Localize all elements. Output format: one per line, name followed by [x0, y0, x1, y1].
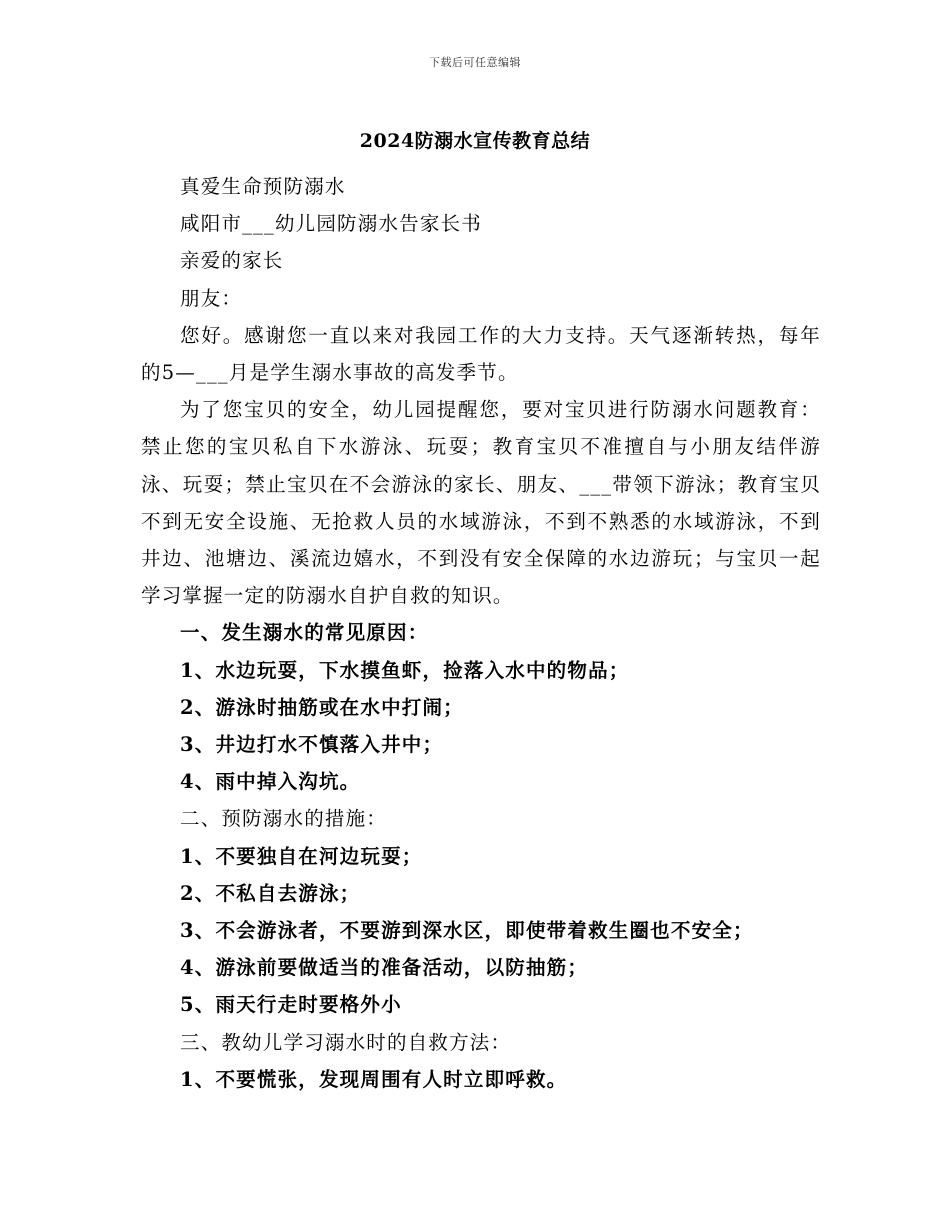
section-heading-causes: 一、发生溺水的常见原因： — [180, 621, 429, 645]
paragraph-salutation-cont: 朋友： — [180, 286, 243, 310]
page-header-note: 下载后可任意编辑 — [429, 56, 521, 69]
document-body — [141, 168, 821, 1098]
list-item-measure-5: 5、雨天行走时要格外小 — [180, 993, 402, 1017]
document-title: 2024防溺水宣传教育总结 — [359, 130, 591, 152]
list-item-measure-2: 2、不私自去游泳； — [180, 881, 361, 905]
list-item-measure-4: 4、游泳前要做适当的准备活动，以防抽筋； — [180, 956, 589, 980]
section-heading-self-rescue: 三、教幼儿学习溺水时的自救方法： — [180, 1030, 512, 1054]
list-item-cause-3: 3、井边打水不慎落入井中； — [180, 733, 444, 757]
list-item-self-rescue-1: 1、不要慌张，发现周围有人时立即呼救。 — [180, 1067, 568, 1091]
paragraph-reminder: 为了您宝贝的安全，幼儿园提醒您，要对宝贝进行防溺水问题教育：禁止您的宝贝私自下水游泳、玩耍；教育宝贝不准擅自与小朋友结伴游泳、玩耍；禁止宝贝在不会游泳的家长、朋友、___带领下游泳；教育宝贝不到无安全设施、无抢救人员的水域游泳，不到不熟悉的水域游泳，不到井边、池塘边、溪流边嬉水，不到没有安全保障的水边游玩；与宝贝一起学习掌握一定的防溺水自护自救的知识。 — [141, 398, 821, 608]
paragraph-slogan: 真爱生命预防溺水 — [180, 175, 346, 198]
list-item-measure-1: 1、不要独自在河边玩耍； — [180, 844, 423, 868]
list-item-cause-1: 1、水边玩耍，下水摸鱼虾，捡落入水中的物品； — [180, 658, 630, 682]
paragraph-salutation: 亲爱的家长 — [180, 249, 284, 273]
list-item-cause-4: 4、雨中掉入沟坑。 — [180, 770, 361, 794]
list-item-cause-2: 2、游泳时抽筋或在水中打闹； — [180, 695, 464, 719]
paragraph-greeting: 您好。感谢您一直以来对我园工作的大力支持。天气逐渐转热，每年的5—___月是学生溺水事故的高发季节。 — [141, 323, 821, 385]
paragraph-letter-heading: 咸阳市___幼儿园防溺水告家长书 — [180, 212, 482, 236]
section-heading-measures: 二、预防溺水的措施： — [180, 807, 388, 831]
list-item-measure-3: 3、不会游泳者，不要游到深水区，即使带着救生圈也不安全； — [180, 919, 754, 943]
